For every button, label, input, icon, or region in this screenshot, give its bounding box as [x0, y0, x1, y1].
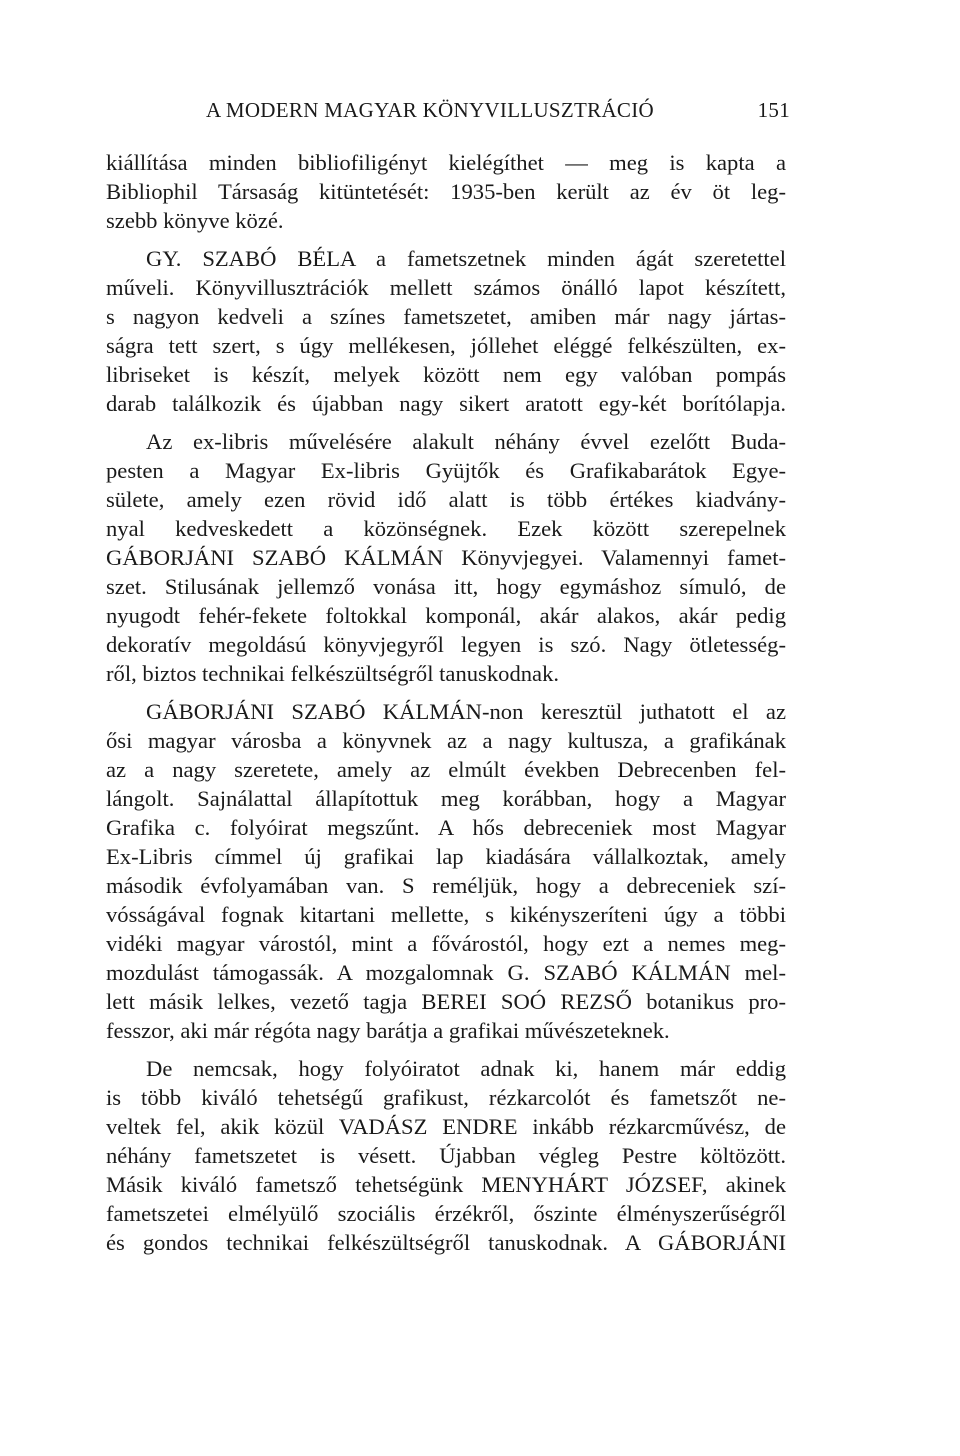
paragraph-1 — [106, 148, 786, 235]
text-line: libriseket is készít, melyek között nem egy valóban pompás — [106, 362, 786, 387]
text-line: ságra tett szert, s úgy mellékesen, jóllehet eléggé felkészülten, ex- — [106, 333, 786, 358]
text-line: szebb könyve közé. — [106, 208, 284, 233]
text-line: lett másik lelkes, vezető tagja BEREI SOÓ REZSŐ botanikus pro- — [106, 989, 786, 1014]
text-line: vósságával fognak kitartani mellette, s kikényszeríteni úgy a többi — [106, 902, 786, 927]
running-head: A MODERN MAGYAR KÖNYVILLUSZTRÁCIÓ — [206, 98, 654, 122]
book-page — [106, 94, 790, 1266]
text-line: műveli. Könyvillusztrációk mellett számos önálló lapot készített, — [106, 275, 786, 300]
text-line: az a nagy szeretete, amely az elmúlt években Debrecenben fel- — [106, 757, 786, 782]
text-line: nyal kedveskedett a közönségnek. Ezek között szerepelnek — [106, 516, 786, 541]
text-line: GÁBORJÁNI SZABÓ KÁLMÁN Könyvjegyei. Valamennyi famet- — [106, 545, 786, 570]
text-line: dekoratív megoldású könyvjegyről legyen is szó. Nagy ötletesség- — [106, 632, 786, 657]
text-line: fametszetei elmélyülő szociális érzékről, őszinte élményszerűségről — [106, 1201, 786, 1226]
text-line: nyugodt fehér-fekete foltokkal komponál, akár alakos, akár pedig — [106, 603, 786, 628]
text-line: veltek fel, akik közül VADÁSZ ENDRE inkább rézkarcművész, de — [106, 1114, 786, 1139]
text-line: Az ex-libris művelésére alakult néhány évvel ezelőtt Buda- — [146, 429, 786, 454]
text-line: második évfolyamában van. S reméljük, hogy a debreceniek szí- — [106, 873, 786, 898]
paragraph-3 — [106, 427, 786, 688]
text-line: darab találkozik és újabban nagy sikert aratott egy-két borítólapja. — [106, 391, 786, 416]
text-line: sülete, amely ezen rövid idő alatt is több értékes kiadvány- — [106, 487, 786, 512]
text-line: ről, biztos technikai felkészültségről tanuskodnak. — [106, 661, 560, 686]
paragraph-5 — [106, 1054, 786, 1257]
text-line: lángolt. Sajnálattal állapítottuk meg korábban, hogy a Magyar — [106, 786, 786, 811]
text-line: Grafika c. folyóirat megszűnt. A hős debreceniek most Magyar — [106, 815, 786, 840]
text-line: De nemcsak, hogy folyóiratot adnak ki, hanem már eddig — [146, 1056, 786, 1081]
text-line: GÁBORJÁNI SZABÓ KÁLMÁN-non keresztül juthatott el az — [146, 699, 786, 724]
text-line: vidéki magyar várostól, mint a fővárostól, hogy ezt a nemes meg- — [106, 931, 786, 956]
text-line: mozdulást támogassák. A mozgalomnak G. SZABÓ KÁLMÁN mel- — [106, 960, 786, 985]
text-line: Ex-Libris címmel új grafikai lap kiadására vállalkoztak, amely — [106, 844, 786, 869]
paragraph-2 — [106, 244, 786, 418]
text-line: Másik kiváló fametsző tehetségünk MENYHÁRT JÓZSEF, akinek — [106, 1172, 786, 1197]
text-line: kiállítása minden bibliofiligényt kielégíthet — meg is kapta a — [106, 150, 786, 175]
text-line: s nagyon kedveli a színes fametszetet, amiben már nagy jártas- — [106, 304, 786, 329]
text-line: pesten a Magyar Ex-libris Gyüjtők és Grafikabarátok Egye- — [106, 458, 786, 483]
page-number: 151 — [757, 98, 790, 122]
text-line: szet. Stilusának jellemző vonása itt, hogy egymáshoz símuló, de — [106, 574, 786, 599]
text-line: Bibliophil Társaság kitüntetését: 1935-ben került az év öt leg- — [106, 179, 786, 204]
text-line: is több kiváló tehetségű grafikust, rézkarcolót és fametszőt ne- — [106, 1085, 786, 1110]
page-header — [106, 94, 790, 134]
text-line: ősi magyar városba a könyvnek az a nagy kultusza, a grafikának — [106, 728, 786, 753]
body-text — [106, 148, 786, 1257]
text-line: és gondos technikai felkészültségről tanuskodnak. A GÁBORJÁNI — [106, 1230, 786, 1255]
text-line: néhány fametszetet is vésett. Újabban végleg Pestre költözött. — [106, 1143, 786, 1168]
paragraph-4 — [106, 697, 786, 1045]
text-line: GY. SZABÓ BÉLA a fametszetnek minden ágát szeretettel — [146, 246, 786, 271]
text-line: fesszor, aki már régóta nagy barátja a grafikai művészeteknek. — [106, 1018, 670, 1043]
